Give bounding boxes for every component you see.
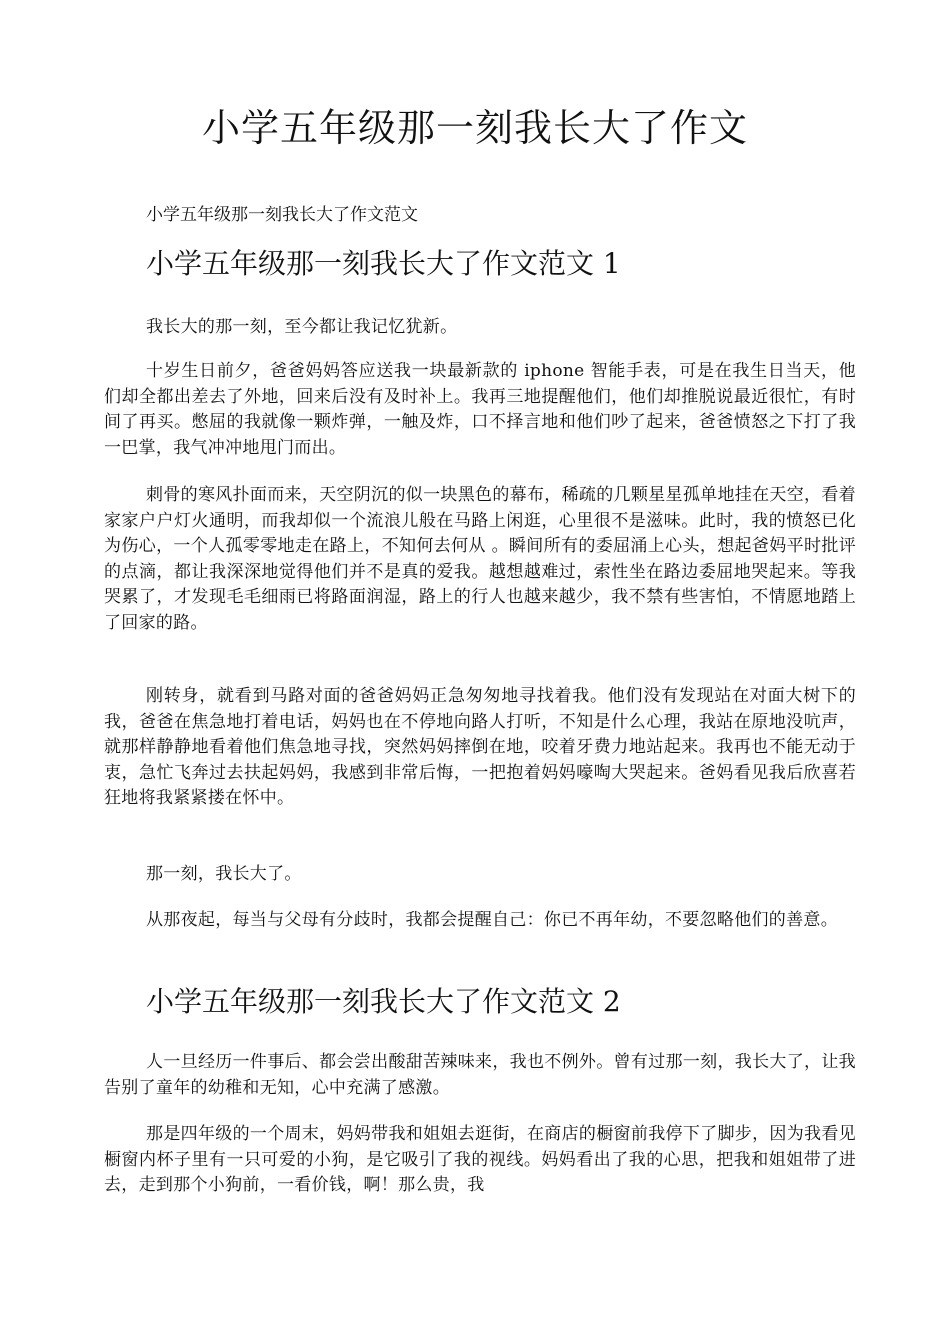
paragraph-2-1: 人一旦经历一件事后、都会尝出酸甜苦辣味来，我也不例外。曾有过那一刻，我长大了，让我告别了童年的幼稚和无知，心中充满了感激。 bbox=[104, 1052, 856, 1098]
paragraph-1-2: 十岁生日前夕，爸爸妈妈答应送我一块最新款的 iphone 智能手表，可是在我生日当天，他们却全都出差去了外地，回来后没有及时补上。我再三地提醒他们，他们却推脱说最近很忙，有时间了再买。憋屈的我就像一颗炸弹，一触及炸，口不择言地和他们吵了起来，爸爸愤怒之下打了我一巴掌，我气冲冲地甩门而出。 bbox=[104, 361, 856, 458]
section-heading-2: 小学五年级那一刻我长大了作文范文 2 bbox=[146, 985, 621, 1018]
section-heading-1: 小学五年级那一刻我长大了作文范文 1 bbox=[146, 247, 621, 280]
paragraph-1-6: 从那夜起，每当与父母有分歧时，我都会提醒自己：你已不再年幼，不要忽略他们的善意。 bbox=[146, 910, 838, 930]
paragraph-2-2: 那是四年级的一个周末，妈妈带我和姐姐去逛街，在商店的橱窗前我停下了脚步，因为我看见橱窗内杯子里有一只可爱的小狗，是它吸引了我的视线。妈妈看出了我的心思，把我和姐姐带了进去，走到那个小狗前，一看价钱，啊！那么贵，我 bbox=[104, 1124, 856, 1196]
paragraph-1-5: 那一刻，我长大了。 bbox=[146, 864, 302, 884]
document-subtitle: 小学五年级那一刻我长大了作文范文 bbox=[146, 205, 418, 225]
paragraph-1-1: 我长大的那一刻，至今都让我记忆犹新。 bbox=[146, 317, 458, 337]
paragraph-1-4: 刚转身，就看到马路对面的爸爸妈妈正急匆匆地寻找着我。他们没有发现站在对面大树下的我，爸爸在焦急地打着电话，妈妈也在不停地向路人打听，不知是什么心理，我站在原地没吭声，就那样静静地看着他们焦急地寻找，突然妈妈摔倒在地，咬着牙费力地站起来。我再也不能无动于衷，急忙飞奔过去扶起妈妈，我感到非常后悔，一把抱着妈妈嚎啕大哭起来。爸妈看见我后欣喜若狂地将我紧紧搂在怀中。 bbox=[104, 686, 856, 809]
document-title: 小学五年级那一刻我长大了作文 bbox=[201, 106, 748, 150]
paragraph-1-3: 刺骨的寒风扑面而来，天空阴沉的似一块黑色的幕布，稀疏的几颗星星孤单地挂在天空，看着家家户户灯火通明，而我却似一个流浪儿般在马路上闲逛，心里很不是滋味。此时，我的愤怒已化为伤心，一个人孤零零地走在路上，不知何去何从 。瞬间所有的委屈涌上心头，想起爸妈平时批评的点滴，都让我深深地觉得他们并不是真的爱我。越想越难过，索性坐在路边委屈地哭起来。等我哭累了，才发现毛毛细雨已将路面润湿，路上的行人也越来越少，我不禁有些害怕，不情愿地踏上了回家的路。 bbox=[104, 485, 856, 633]
